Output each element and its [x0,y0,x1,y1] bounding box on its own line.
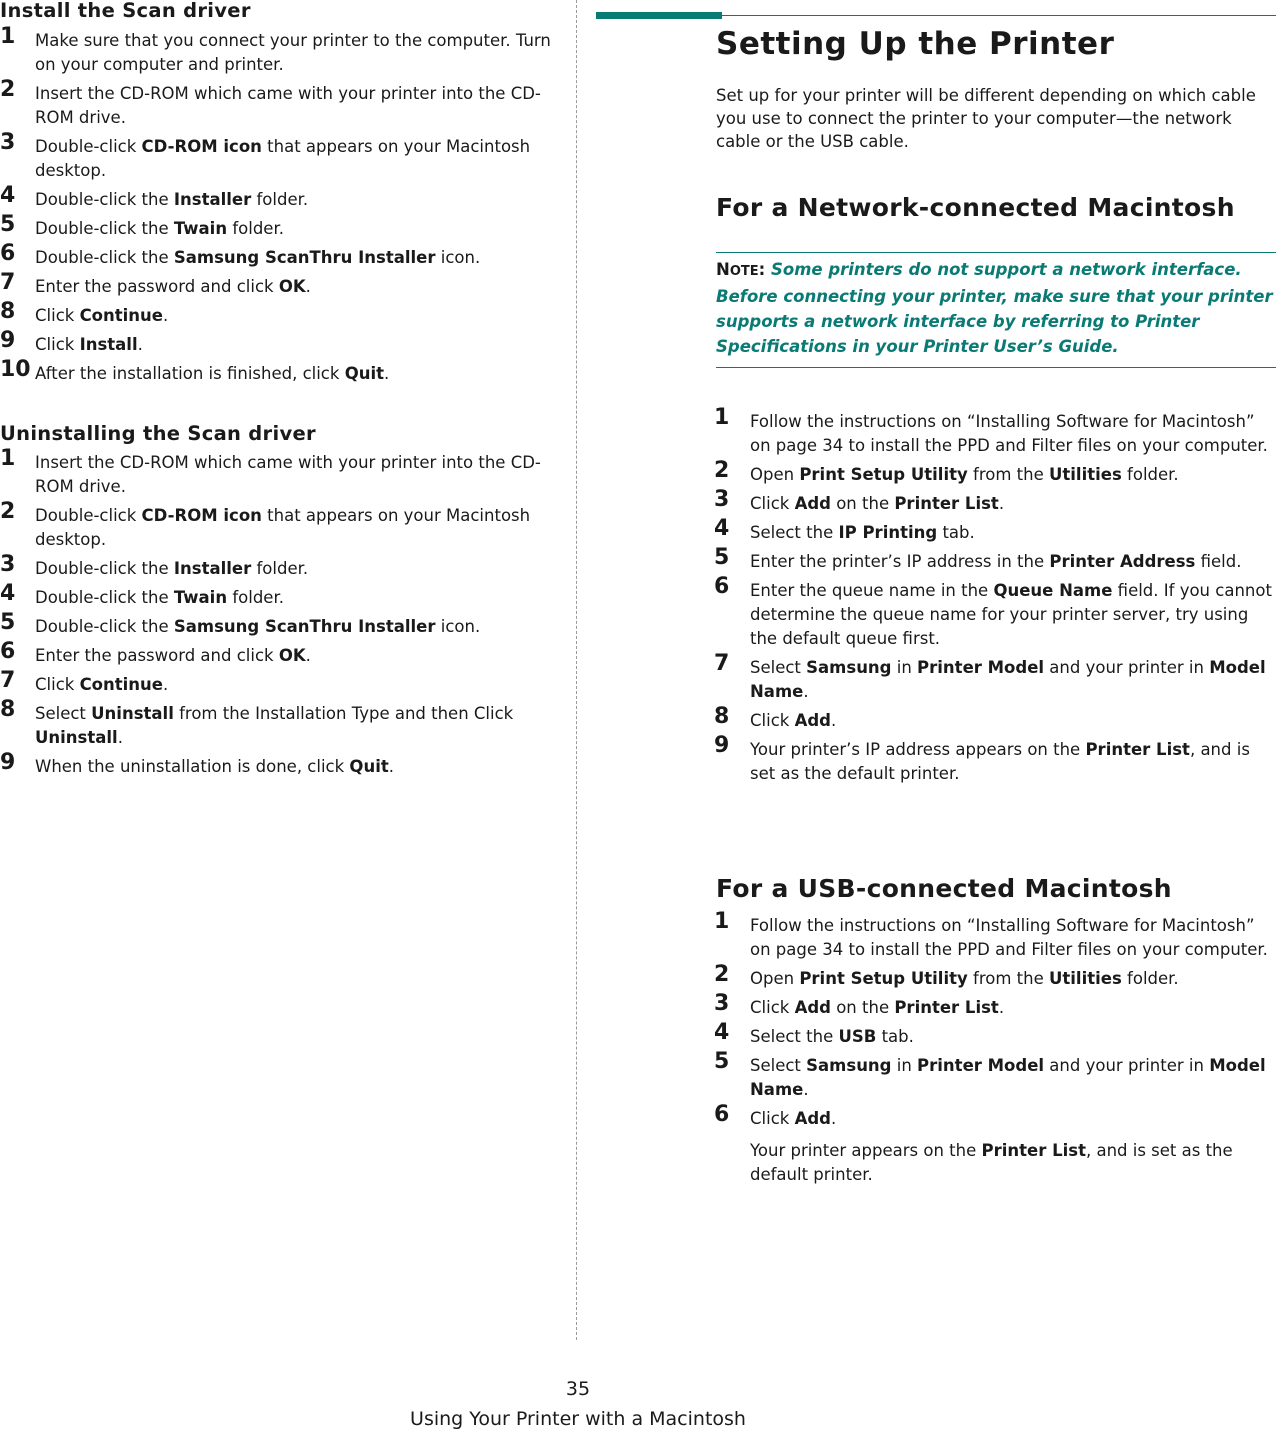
note-text: Some printers do not support a network interface. Before connecting your printer, make sure that your printer supports a network interface by referring to Printer Specifications in your Printer User’s Guide. [716,260,1273,356]
step-number: 2 [0,499,16,524]
section-rule [596,12,1276,16]
step-number: 8 [0,299,16,324]
network-step-3 [714,487,1276,516]
uninstall-step-6 [0,639,560,668]
install-steps-list [0,24,560,386]
step-text: Double-click the Twain folder. [35,588,284,607]
section-rule-line [722,15,1276,16]
step-text: Your printer’s IP address appears on the Printer List, and is set as the default printer. [750,740,1250,783]
install-step-1 [0,24,560,77]
step-number: 7 [0,270,16,295]
step-text: Enter the queue name in the Queue Name field. If you cannot determine the queue name for your printer server, try using the default queue first. [750,581,1272,648]
step-number: 2 [714,962,730,987]
usb-step-6 [714,1102,1276,1131]
step-text: Double-click CD-ROM icon that appears on your Macintosh desktop. [35,137,531,180]
step-text: Click Add. [750,1109,837,1128]
step-number: 9 [714,733,730,758]
note-label: NOTE [716,260,759,279]
network-step-1 [714,405,1276,458]
step-number: 1 [0,24,16,49]
step-text: Double-click the Twain folder. [35,219,284,238]
step-number: 8 [0,697,16,722]
step-text: Click Add on the Printer List. [750,998,1005,1017]
step-number: 1 [714,405,730,430]
step-number: 8 [714,704,730,729]
usb-final-text: Your printer appears on the Printer List, and is set as the default printer. [750,1141,1233,1184]
usb-step-4 [714,1020,1276,1049]
step-text: Click Install. [35,335,143,354]
uninstall-step-7 [0,668,560,697]
note-box: NOTE: Some printers do not support a network interface. Before connecting your printer, make sure that your printer supports a network interface by referring to Printer Specifications in your Printer User’s Guide. [716,252,1276,368]
uninstall-step-3 [0,552,560,581]
step-number: 3 [714,991,730,1016]
step-text: Follow the instructions on “Installing Software for Macintosh” on page 34 to install the PPD and Filter files on your computer. [750,916,1268,959]
install-step-5 [0,212,560,241]
usb-step-5 [714,1049,1276,1102]
step-number: 6 [714,574,730,599]
install-step-4 [0,183,560,212]
step-number: 1 [0,446,16,471]
install-step-2 [0,77,560,130]
step-text: Select Samsung in Printer Model and your printer in Model Name. [750,1056,1266,1099]
step-text: Click Continue. [35,306,169,325]
step-number: 5 [0,212,16,237]
uninstall-step-2 [0,499,560,552]
step-text: Make sure that you connect your printer to the computer. Turn on your computer and printer. [35,31,551,74]
step-number: 3 [714,487,730,512]
intro-paragraph: Set up for your printer will be different depending on which cable you use to connect the printer to your computer—the network cable or the USB cable. [716,86,1256,151]
step-text: Click Add. [750,711,837,730]
step-text: Double-click CD-ROM icon that appears on your Macintosh desktop. [35,506,531,549]
column-divider [576,0,577,1340]
network-step-2 [714,458,1276,487]
step-text: Double-click the Samsung ScanThru Installer icon. [35,617,481,636]
usb-step-2 [714,962,1276,991]
step-text: Open Print Setup Utility from the Utilities folder. [750,969,1179,988]
network-step-8 [714,704,1276,733]
step-text: Insert the CD-ROM which came with your printer into the CD-ROM drive. [35,453,541,496]
step-number: 4 [0,581,16,606]
uninstall-step-5 [0,610,560,639]
step-number: 3 [0,130,16,155]
install-scan-driver-heading: Install the Scan driver [0,0,251,22]
step-text: Select the IP Printing tab. [750,523,975,542]
uninstall-scan-driver-heading: Uninstalling the Scan driver [0,422,316,445]
step-text: Insert the CD-ROM which came with your printer into the CD-ROM drive. [35,84,541,127]
network-step-5 [714,545,1276,574]
uninstall-steps-list [0,446,560,779]
usb-step-3 [714,991,1276,1020]
chapter-footer: Using Your Printer with a Macintosh [410,1408,746,1430]
step-text: Enter the password and click OK. [35,646,311,665]
step-number: 5 [0,610,16,635]
step-number: 6 [0,639,16,664]
step-text: Open Print Setup Utility from the Utilities folder. [750,465,1179,484]
step-number: 5 [714,545,730,570]
network-step-6 [714,574,1276,651]
install-step-3 [0,130,560,183]
uninstall-step-8 [0,697,560,750]
step-number: 6 [714,1102,730,1127]
install-step-8 [0,299,560,328]
uninstall-step-1 [0,446,560,499]
step-number: 3 [0,552,16,577]
step-text: Double-click the Samsung ScanThru Installer icon. [35,248,481,267]
step-number: 4 [714,516,730,541]
step-text: After the installation is finished, click Quit. [35,364,390,383]
step-number: 7 [714,651,730,676]
step-text: Click Add on the Printer List. [750,494,1005,513]
section-rule-accent [596,12,722,19]
network-steps-list [596,405,1276,786]
uninstall-step-9 [0,750,560,779]
step-text: Follow the instructions on “Installing Software for Macintosh” on page 34 to install the PPD and Filter files on your computer. [750,412,1268,455]
step-number: 10 [0,357,31,382]
install-step-10 [0,357,560,386]
step-text: Select the USB tab. [750,1027,914,1046]
step-text: Click Continue. [35,675,169,694]
uninstall-step-4 [0,581,560,610]
network-heading: For a Network-connected Macintosh [716,193,1235,222]
step-text: Double-click the Installer folder. [35,559,309,578]
step-text: Enter the printer’s IP address in the Printer Address field. [750,552,1242,571]
step-text: Enter the password and click OK. [35,277,311,296]
step-number: 2 [714,458,730,483]
step-number: 9 [0,750,16,775]
step-number: 9 [0,328,16,353]
network-step-7 [714,651,1276,704]
usb-steps-list [596,909,1276,1131]
page-title: Setting Up the Printer [716,26,1115,62]
install-step-9 [0,328,560,357]
step-text: Select Samsung in Printer Model and your printer in Model Name. [750,658,1266,701]
step-number: 5 [714,1049,730,1074]
step-number: 6 [0,241,16,266]
step-number: 2 [0,77,16,102]
step-number: 4 [0,183,16,208]
step-text: When the uninstallation is done, click Quit. [35,757,394,776]
step-number: 1 [714,909,730,934]
install-step-6 [0,241,560,270]
step-text: Double-click the Installer folder. [35,190,309,209]
step-number: 7 [0,668,16,693]
install-step-7 [0,270,560,299]
step-text: Select Uninstall from the Installation Type and then Click Uninstall. [35,704,514,747]
network-step-9 [714,733,1276,786]
network-step-4 [714,516,1276,545]
usb-step-1 [714,909,1276,962]
step-number: 4 [714,1020,730,1045]
usb-heading: For a USB-connected Macintosh [716,874,1172,903]
page-number: 35 [565,1378,591,1400]
